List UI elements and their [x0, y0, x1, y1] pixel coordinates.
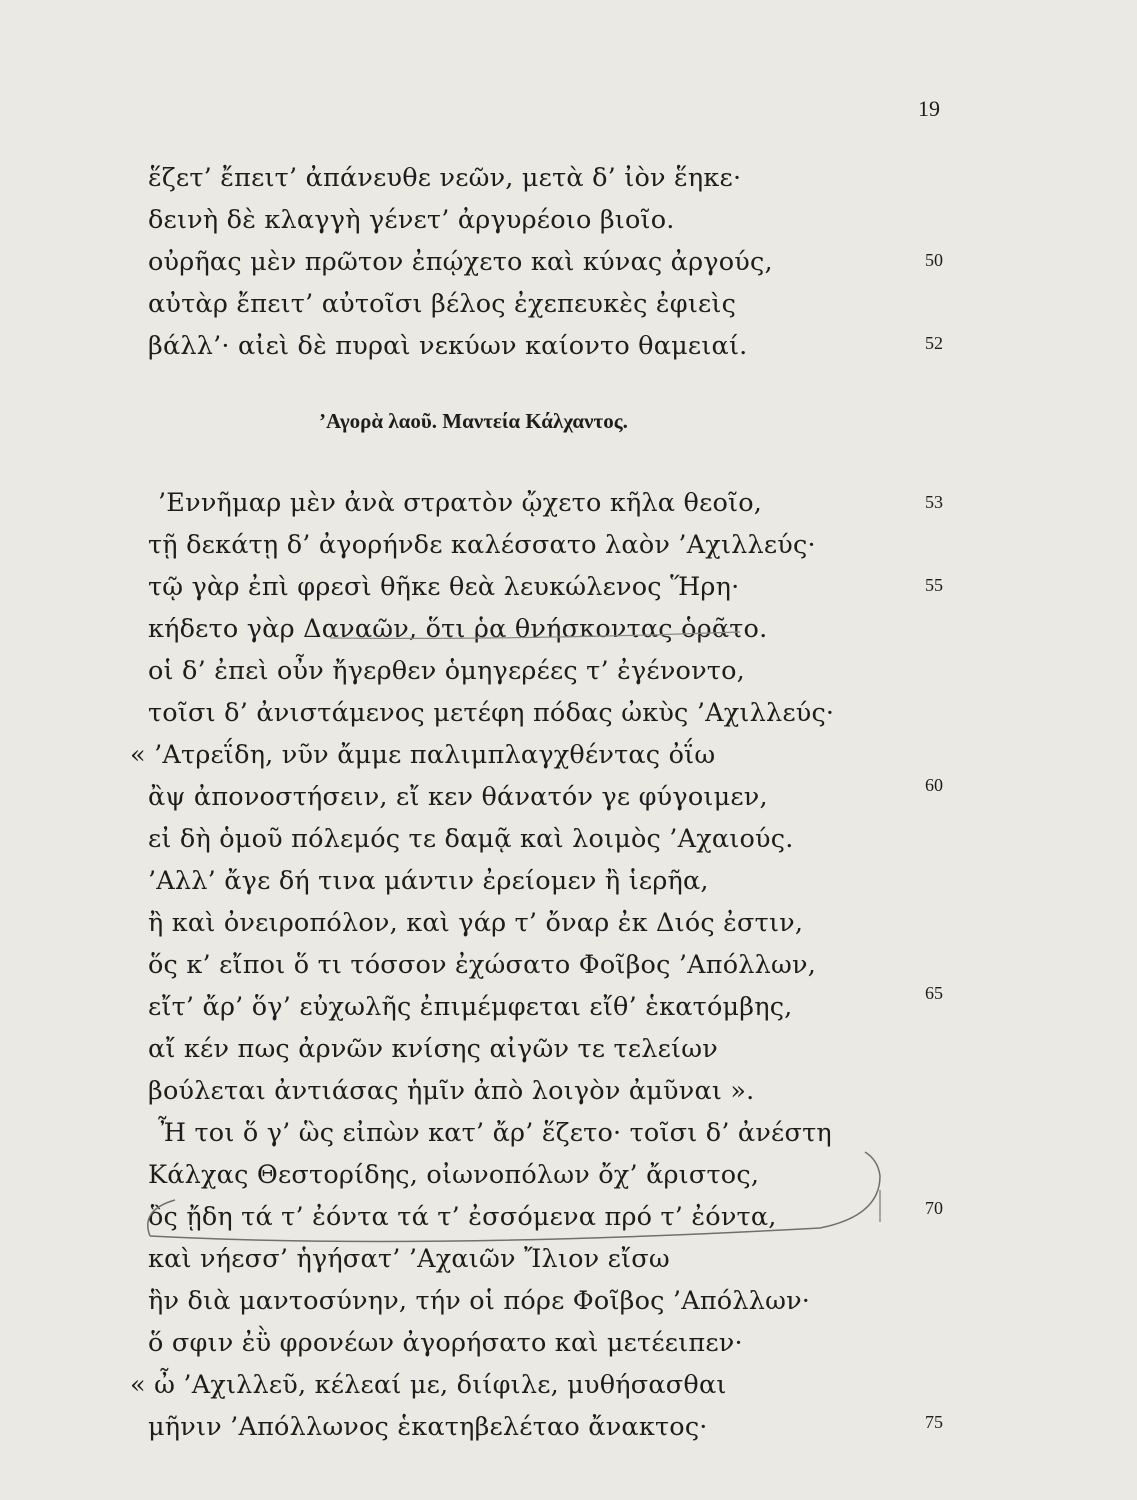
verse-line: « ὦ ’Αχιλλεῦ, κέλεαί με, διίφιλε, μυθήσασθαι [130, 1370, 727, 1400]
line-number: 70 [925, 1198, 943, 1218]
verse-line: καὶ νήεσσ’ ἡγήσατ’ ’Αχαιῶν Ἴλιον εἴσω [148, 1244, 670, 1274]
verse-line: ’Εννῆμαρ μὲν ἀνὰ στρατὸν ᾤχετο κῆλα θεοῖο, [158, 488, 763, 518]
section-heading: ’Αγορὰ λαοῦ. Μαντεία Κάλχαντος. [319, 409, 628, 433]
verse-line: ἢ καὶ ὀνειροπόλον, καὶ γάρ τ’ ὄναρ ἐκ Διός ἐστιν, [148, 908, 804, 938]
verse-line: Ἦ τοι ὅ γ’ ὣς εἰπὼν κατ’ ἄρ’ ἕζετο· τοῖσι δ’ ἀνέστη [158, 1118, 832, 1148]
line-number: 53 [925, 492, 943, 512]
verse-line: αὐτὰρ ἔπειτ’ αὐτοῖσι βέλος ἐχεπευκὲς ἐφιεὶς [148, 289, 737, 319]
verse-line: τῇ δεκάτῃ δ’ ἀγορήνδε καλέσσατο λαὸν ’Αχιλλεύς· [148, 530, 816, 560]
verse-line: βούλεται ἀντιάσας ἡμῖν ἀπὸ λοιγὸν ἀμῦναι ». [148, 1076, 755, 1106]
verse-line: ἣν διὰ μαντοσύνην, τήν οἱ πόρε Φοῖβος ’Απόλλων· [148, 1286, 811, 1316]
line-number: 60 [925, 775, 943, 795]
verse-line: τῷ γὰρ ἐπὶ φρεσὶ θῆκε θεὰ λευκώλενος Ἥρη· [148, 572, 740, 602]
verse-line: δεινὴ δὲ κλαγγὴ γένετ’ ἀργυρέοιο βιοῖο. [148, 205, 675, 235]
line-number: 50 [925, 250, 943, 270]
line-number: 65 [925, 983, 943, 1003]
verse-line: ’Αλλ’ ἄγε δή τινα μάντιν ἐρείομεν ἢ ἱερῆα, [148, 866, 709, 896]
verse-line: « ’Ατρεΐδη, νῦν ἄμμε παλιμπλαγχθέντας ὀΐω [130, 740, 716, 770]
verse-line: ὃς ᾔδη τά τ’ ἐόντα τά τ’ ἐσσόμενα πρό τ’ ἐόντα, [148, 1202, 777, 1232]
verse-line: αἴ κέν πως ἀρνῶν κνίσης αἰγῶν τε τελείων [148, 1034, 718, 1064]
verse-line: τοῖσι δ’ ἀνιστάμενος μετέφη πόδας ὠκὺς ’Αχιλλεύς· [148, 698, 835, 728]
verse-line: μῆνιν ’Απόλλωνος ἑκατηβελέταο ἄνακτος· [148, 1412, 708, 1442]
verse-line: ἂψ ἀπονοστήσειν, εἴ κεν θάνατόν γε φύγοιμεν, [148, 782, 768, 812]
verse-line: ἕζετ’ ἔπειτ’ ἀπάνευθε νεῶν, μετὰ δ’ ἰὸν ἕηκε· [148, 163, 742, 193]
verse-line: εἴτ’ ἄρ’ ὅγ’ εὐχωλῆς ἐπιμέμφεται εἴθ’ ἑκατόμβης, [148, 992, 793, 1022]
page-number: 19 [918, 96, 940, 121]
verse-line: οἱ δ’ ἐπεὶ οὖν ἤγερθεν ὁμηγερέες τ’ ἐγένοντο, [148, 656, 745, 686]
verse-line: Κάλχας Θεστορίδης, οἰωνοπόλων ὄχ’ ἄριστος, [148, 1160, 760, 1190]
verse-line: εἰ δὴ ὁμοῦ πόλεμός τε δαμᾷ καὶ λοιμὸς ’Αχαιούς. [148, 824, 794, 854]
verse-line: ὅ σφιν ἐῢ φρονέων ἀγορήσατο καὶ μετέειπεν· [148, 1328, 743, 1358]
line-number: 55 [925, 575, 943, 595]
line-number: 75 [925, 1412, 943, 1432]
verse-line: κήδετο γὰρ Δαναῶν, ὅτι ῥα θνήσκοντας ὁρᾶτο. [148, 614, 768, 644]
verse-line: βάλλ’· αἰεὶ δὲ πυραὶ νεκύων καίοντο θαμειαί. [148, 331, 748, 361]
line-number: 52 [925, 333, 943, 353]
verse-line: οὐρῆας μὲν πρῶτον ἐπῴχετο καὶ κύνας ἀργούς, [148, 247, 773, 277]
verse-line: ὅς κ’ εἴποι ὅ τι τόσσον ἐχώσατο Φοῖβος ’Απόλλων, [148, 950, 817, 980]
